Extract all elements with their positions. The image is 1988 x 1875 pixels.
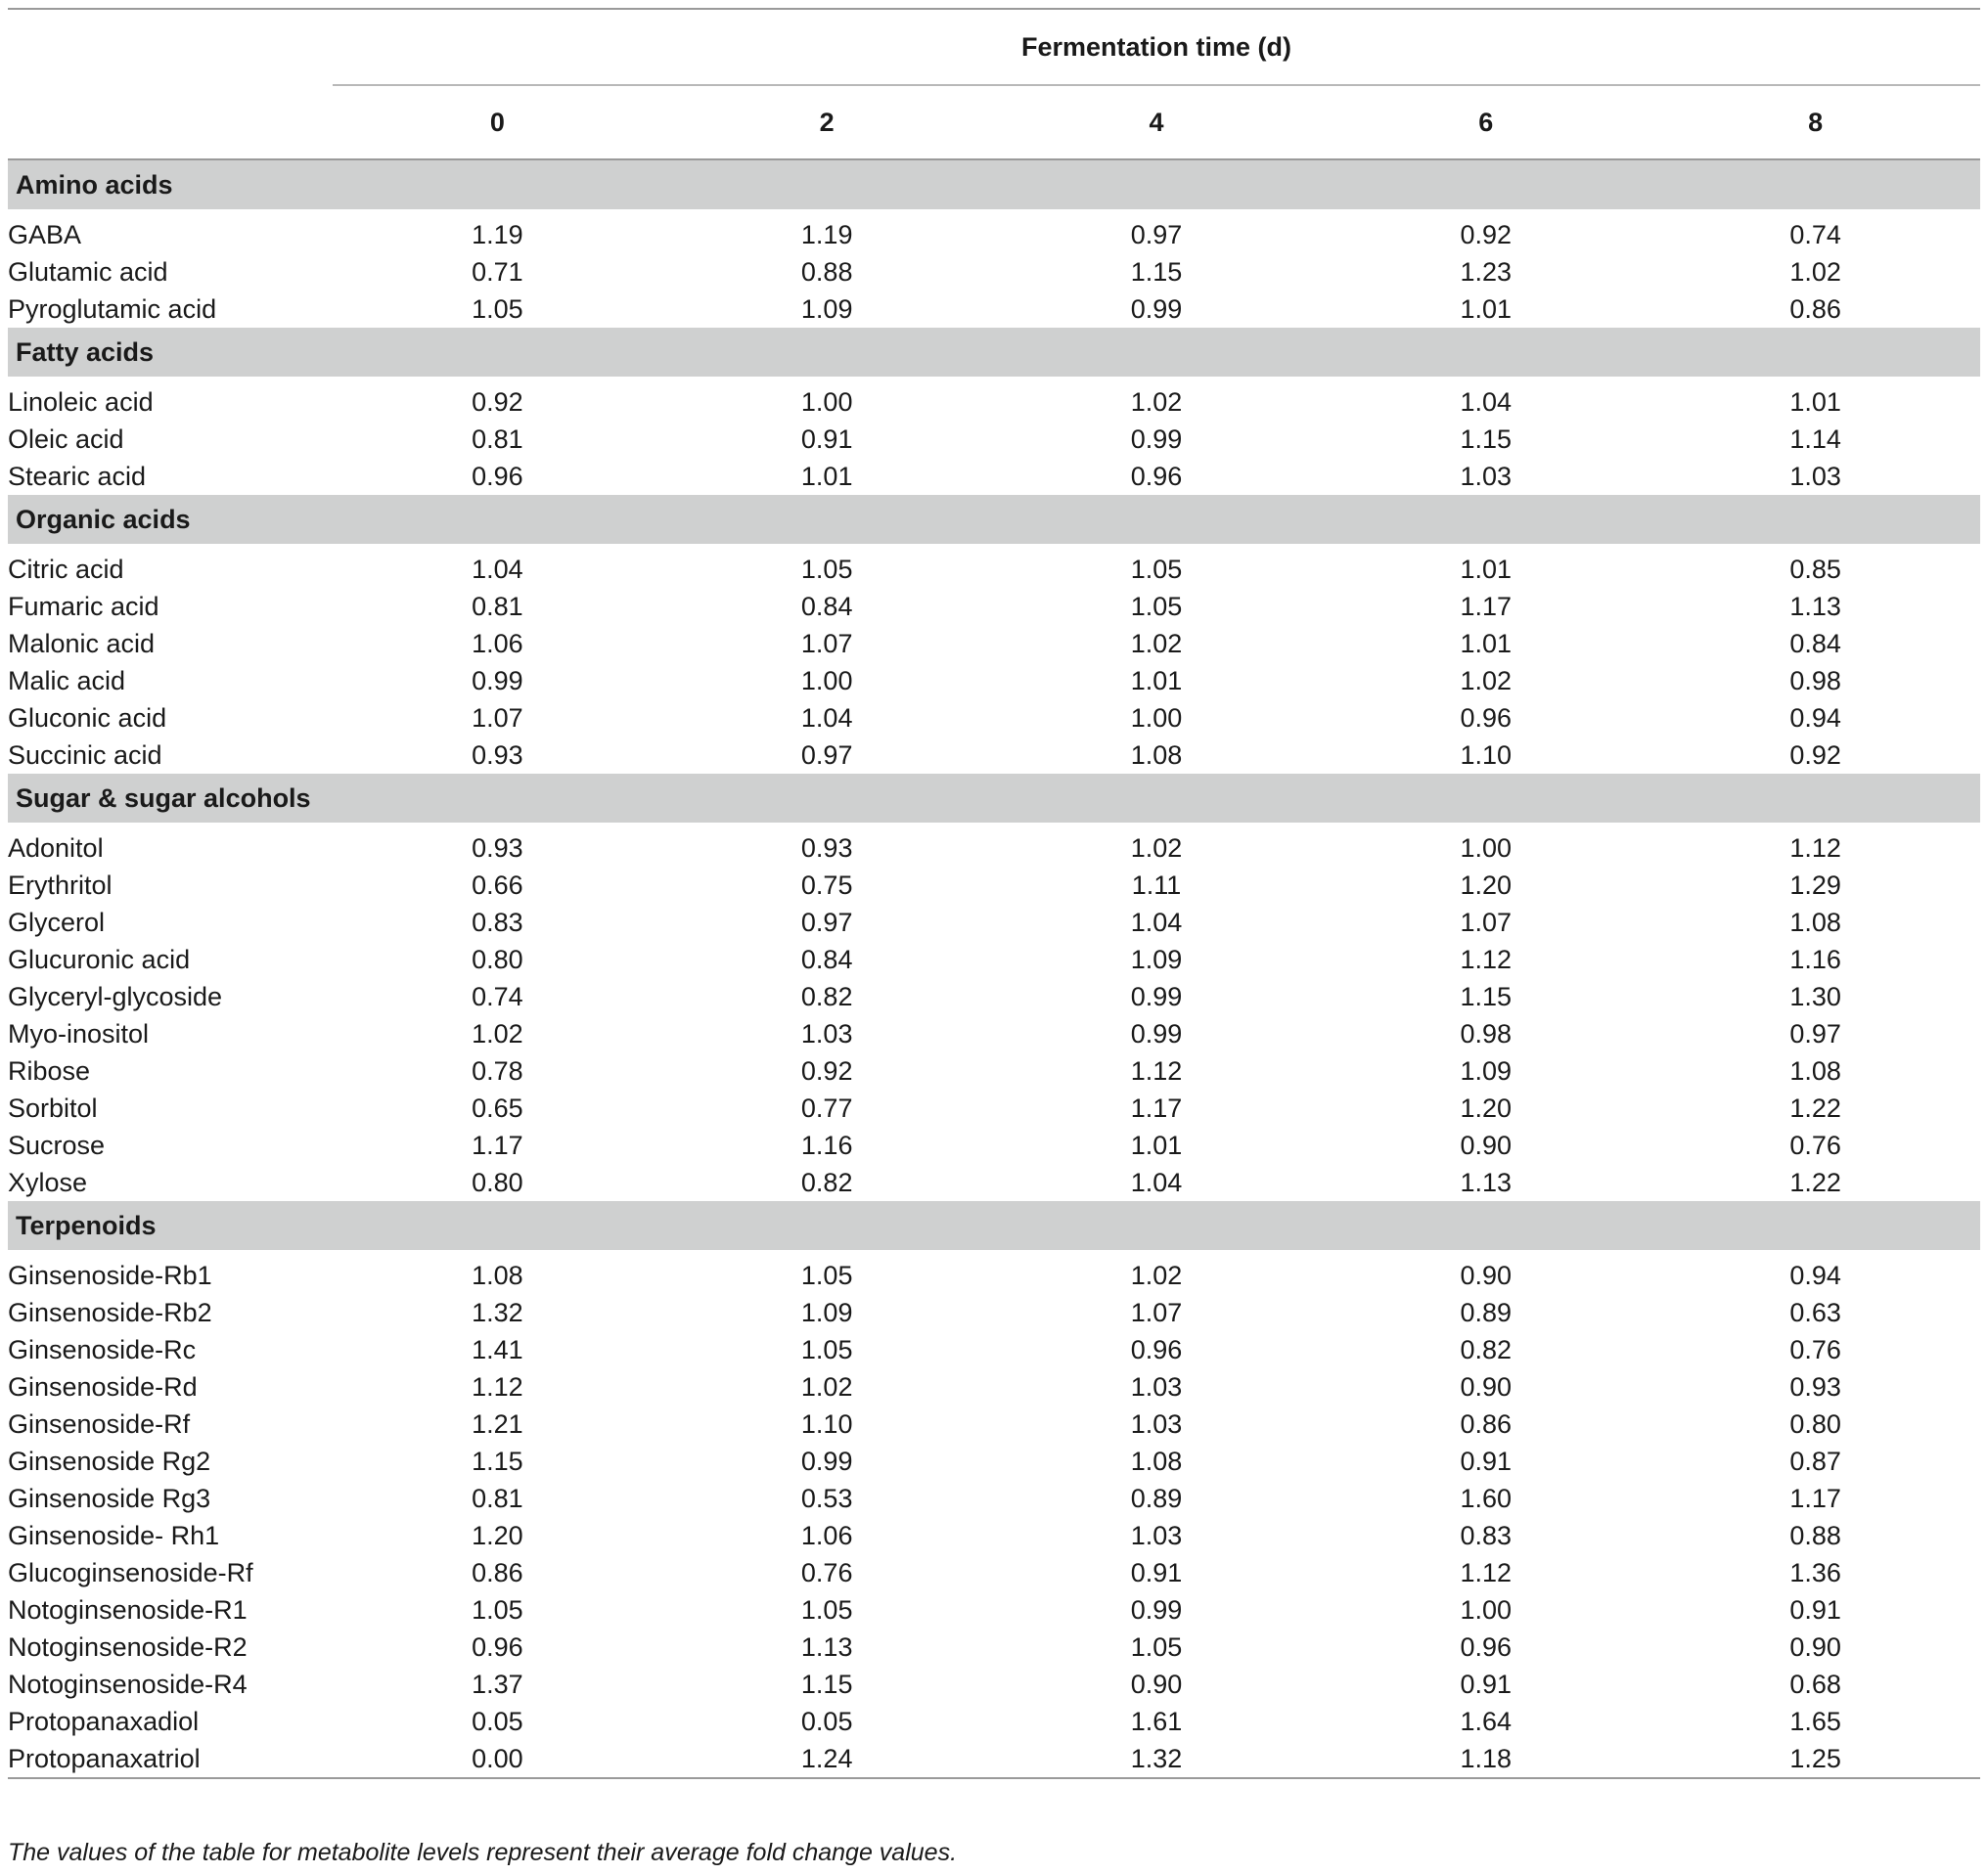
fold-change-cell: 1.65	[1789, 1706, 1841, 1736]
fold-change-cell: 1.15	[1460, 424, 1513, 454]
fold-change-cell: 0.83	[1460, 1520, 1513, 1550]
fold-change-cell: 1.01	[1130, 665, 1183, 695]
fold-change-cell: 0.84	[1789, 628, 1841, 658]
fold-change-cell: 1.20	[1460, 1093, 1513, 1123]
table-row	[8, 1629, 1980, 1666]
table-row	[8, 458, 1980, 495]
fold-change-cell: 0.96	[1130, 461, 1183, 491]
category-label: Organic acids	[8, 495, 1980, 544]
metabolite-name: Myo-inositol	[8, 1018, 150, 1049]
fold-change-cell: 0.77	[800, 1093, 853, 1123]
fold-change-cell: 1.07	[800, 628, 853, 658]
header-days-row	[8, 85, 1980, 159]
fold-change-cell: 1.00	[1460, 1594, 1513, 1625]
fold-change-cell: 0.90	[1460, 1371, 1513, 1402]
fold-change-cell: 0.80	[1789, 1408, 1841, 1439]
fold-change-cell: 1.23	[1460, 256, 1513, 287]
fold-change-cell: 0.82	[800, 981, 853, 1011]
table-row	[8, 829, 1980, 867]
fold-change-cell: 0.83	[472, 907, 523, 937]
fold-change-cell: 1.08	[1130, 739, 1183, 770]
fold-change-cell: 0.97	[800, 907, 853, 937]
fold-change-cell: 1.11	[1131, 870, 1182, 900]
fold-change-cell: 1.41	[472, 1334, 523, 1364]
fold-change-cell: 1.10	[800, 1408, 853, 1439]
fold-change-cell: 1.03	[1789, 461, 1841, 491]
fold-change-cell: 1.15	[1130, 256, 1183, 287]
metabolite-name: Glyceryl-glycoside	[8, 981, 223, 1011]
metabolite-name: Sucrose	[8, 1130, 106, 1160]
fold-change-cell: 1.06	[800, 1520, 853, 1550]
fold-change-cell: 1.05	[472, 293, 523, 324]
metabolite-name: Protopanaxatriol	[8, 1743, 201, 1773]
fold-change-cell: 0.91	[1130, 1557, 1183, 1587]
fold-change-cell: 1.09	[1460, 1055, 1513, 1086]
fold-change-cell: 0.96	[1130, 1334, 1183, 1364]
fold-change-cell: 1.13	[1789, 591, 1841, 621]
fold-change-cell: 0.84	[800, 944, 853, 974]
table-row	[8, 867, 1980, 904]
fold-change-cell: 0.74	[472, 981, 523, 1011]
fold-change-cell: 0.99	[1130, 1018, 1183, 1049]
spacer-row	[8, 377, 1980, 383]
table-row	[8, 1331, 1980, 1368]
spacer-row	[8, 209, 1980, 216]
table-row	[8, 1554, 1980, 1591]
fold-change-cell: 0.99	[1130, 424, 1183, 454]
fold-change-cell: 1.05	[800, 1594, 853, 1625]
table-row	[8, 253, 1980, 290]
fold-change-cell: 1.21	[472, 1408, 523, 1439]
fold-change-cell: 1.09	[800, 293, 853, 324]
fold-change-cell: 0.87	[1789, 1446, 1841, 1476]
fold-change-cell: 0.76	[1789, 1334, 1841, 1364]
fold-change-cell: 1.17	[1460, 591, 1513, 621]
fold-change-cell: 1.05	[800, 554, 853, 584]
metabolite-name: Xylose	[8, 1167, 88, 1197]
metabolite-name: Succinic acid	[8, 739, 162, 770]
fold-change-cell: 1.02	[1130, 386, 1183, 417]
fold-change-cell: 0.94	[1789, 702, 1841, 733]
fold-change-cell: 1.18	[1460, 1743, 1513, 1773]
fold-change-cell: 1.25	[1789, 1743, 1841, 1773]
table-row	[8, 1740, 1980, 1778]
fold-change-cell: 0.75	[800, 870, 853, 900]
table-row	[8, 216, 1980, 253]
fold-change-cell: 1.00	[800, 386, 853, 417]
category-row	[8, 328, 1980, 377]
fold-change-cell: 1.36	[1789, 1557, 1841, 1587]
table-row	[8, 1015, 1980, 1052]
fold-change-cell: 1.02	[1789, 256, 1841, 287]
fold-change-cell: 1.01	[1130, 1130, 1183, 1160]
fold-change-cell: 1.15	[1460, 981, 1513, 1011]
fold-change-cell: 1.00	[800, 665, 853, 695]
fold-change-cell: 0.53	[800, 1483, 853, 1513]
fold-change-cell: 1.02	[1460, 665, 1513, 695]
fold-change-cell: 1.07	[1460, 907, 1513, 937]
fold-change-cell: 1.03	[800, 1018, 853, 1049]
metabolite-name: Adonitol	[8, 832, 104, 863]
fold-change-cell: 1.14	[1789, 424, 1841, 454]
fold-change-cell: 0.86	[1460, 1408, 1513, 1439]
fold-change-cell: 1.24	[800, 1743, 853, 1773]
fold-change-cell: 1.00	[1460, 832, 1513, 863]
fold-change-cell: 1.05	[1130, 591, 1183, 621]
day-header: 8	[1650, 85, 1980, 159]
bottom-rule	[8, 1778, 1980, 1779]
metabolite-name: Ginsenoside-Rc	[8, 1334, 197, 1364]
metabolite-name: Ginsenoside- Rh1	[8, 1520, 220, 1550]
table-row	[8, 1257, 1980, 1294]
metabolite-name: Ginsenoside-Rb1	[8, 1260, 212, 1290]
metabolite-name: Malic acid	[8, 665, 126, 695]
fold-change-cell: 1.05	[800, 1260, 853, 1290]
spacer-row	[8, 1250, 1980, 1257]
fold-change-cell: 1.01	[1789, 386, 1841, 417]
fold-change-cell: 1.05	[1130, 1631, 1183, 1662]
category-label: Terpenoids	[8, 1201, 1980, 1250]
fold-change-cell: 1.01	[800, 461, 853, 491]
fold-change-cell: 1.17	[1789, 1483, 1841, 1513]
fold-change-cell: 1.22	[1789, 1167, 1841, 1197]
fold-change-cell: 1.08	[472, 1260, 523, 1290]
fold-change-cell: 1.30	[1789, 981, 1841, 1011]
fold-change-cell: 0.86	[472, 1557, 523, 1587]
fold-change-cell: 0.84	[800, 591, 853, 621]
fold-change-cell: 1.03	[1460, 461, 1513, 491]
fold-change-cell: 0.99	[472, 665, 523, 695]
fold-change-cell: 1.05	[800, 1334, 853, 1364]
fold-change-cell: 1.12	[1789, 832, 1841, 863]
fold-change-cell: 1.09	[1130, 944, 1183, 974]
table-row	[8, 1517, 1980, 1554]
fold-change-cell: 1.07	[472, 702, 523, 733]
fold-change-cell: 1.12	[1460, 1557, 1513, 1587]
metabolite-table	[8, 8, 1980, 1779]
fold-change-cell: 0.93	[800, 832, 853, 863]
fold-change-cell: 1.03	[1130, 1408, 1183, 1439]
fold-change-cell: 0.76	[1789, 1130, 1841, 1160]
fold-change-cell: 0.78	[472, 1055, 523, 1086]
table-row	[8, 662, 1980, 699]
metabolite-name: Protopanaxadiol	[8, 1706, 200, 1736]
fold-change-cell: 1.12	[1130, 1055, 1183, 1086]
table-row	[8, 699, 1980, 737]
spacer-row	[8, 544, 1980, 551]
metabolite-name: Malonic acid	[8, 628, 156, 658]
fold-change-cell: 1.17	[472, 1130, 523, 1160]
fold-change-cell: 0.82	[1460, 1334, 1513, 1364]
metabolite-name: Glucuronic acid	[8, 944, 191, 974]
fold-change-cell: 1.12	[472, 1371, 523, 1402]
fold-change-cell: 1.60	[1460, 1483, 1513, 1513]
metabolite-name: Ginsenoside Rg3	[8, 1483, 211, 1513]
metabolite-name: Linoleic acid	[8, 386, 154, 417]
day-header: 0	[333, 85, 662, 159]
fold-change-cell: 0.90	[1130, 1669, 1183, 1699]
fold-change-cell: 1.02	[800, 1371, 853, 1402]
fold-change-cell: 1.01	[1460, 628, 1513, 658]
fold-change-cell: 0.88	[800, 256, 853, 287]
fold-change-cell: 1.61	[1130, 1706, 1183, 1736]
table-row	[8, 978, 1980, 1015]
metabolite-name: Ribose	[8, 1055, 91, 1086]
fold-change-cell: 1.07	[1130, 1297, 1183, 1327]
table-row	[8, 1406, 1980, 1443]
metabolite-name: Glutamic acid	[8, 256, 168, 287]
fold-change-cell: 0.94	[1789, 1260, 1841, 1290]
fold-change-cell: 0.96	[1460, 702, 1513, 733]
metabolite-name: Notoginsenoside-R4	[8, 1669, 248, 1699]
table-row	[8, 551, 1980, 588]
fold-change-cell: 1.01	[1460, 293, 1513, 324]
fold-change-cell: 0.99	[1130, 1594, 1183, 1625]
fold-change-cell: 1.04	[1130, 1167, 1183, 1197]
table-row	[8, 904, 1980, 941]
fold-change-cell: 1.04	[1130, 907, 1183, 937]
table-row	[8, 1443, 1980, 1480]
table-row	[8, 1666, 1980, 1703]
table-row	[8, 1591, 1980, 1629]
table-row	[8, 941, 1980, 978]
metabolite-name: Glycerol	[8, 907, 106, 937]
category-label: Amino acids	[8, 159, 1980, 209]
fold-change-cell: 0.98	[1789, 665, 1841, 695]
fold-change-cell: 1.02	[1130, 1260, 1183, 1290]
fold-change-cell: 0.92	[1789, 739, 1841, 770]
table-row	[8, 1052, 1980, 1090]
table-row	[8, 1294, 1980, 1331]
fold-change-cell: 1.32	[472, 1297, 523, 1327]
header-group-row	[8, 10, 1980, 85]
fold-change-cell: 1.20	[472, 1520, 523, 1550]
fold-change-cell: 0.82	[800, 1167, 853, 1197]
fold-change-cell: 0.81	[472, 1483, 523, 1513]
fold-change-cell: 0.93	[472, 832, 523, 863]
fold-change-cell: 1.37	[472, 1669, 523, 1699]
metabolite-name: Citric acid	[8, 554, 124, 584]
metabolite-name: Pyroglutamic acid	[8, 293, 217, 324]
fold-change-cell: 0.99	[800, 1446, 853, 1476]
fold-change-cell: 0.96	[472, 1631, 523, 1662]
metabolite-name: Notoginsenoside-R1	[8, 1594, 248, 1625]
fold-change-cell: 1.19	[472, 219, 523, 249]
fold-change-cell: 0.85	[1789, 554, 1841, 584]
fold-change-cell: 1.13	[800, 1631, 853, 1662]
table-row	[8, 588, 1980, 625]
fold-change-cell: 0.97	[1789, 1018, 1841, 1049]
fold-change-cell: 1.04	[800, 702, 853, 733]
spacer-row	[8, 823, 1980, 829]
metabolite-name: Stearic acid	[8, 461, 147, 491]
metabolite-name: Oleic acid	[8, 424, 124, 454]
table-body	[8, 9, 1980, 1779]
fold-change-cell: 0.66	[472, 870, 523, 900]
fold-change-cell: 0.91	[1460, 1446, 1513, 1476]
fold-change-cell: 0.92	[1460, 219, 1513, 249]
table-row	[8, 1703, 1980, 1740]
fold-change-cell: 0.92	[472, 386, 523, 417]
metabolite-name: Ginsenoside-Rb2	[8, 1297, 212, 1327]
fold-change-cell: 1.29	[1789, 870, 1841, 900]
fold-change-cell: 0.80	[472, 1167, 523, 1197]
fold-change-cell: 0.81	[472, 424, 523, 454]
fold-change-cell: 0.96	[472, 461, 523, 491]
fold-change-cell: 0.91	[1460, 1669, 1513, 1699]
fold-change-cell: 0.65	[472, 1093, 523, 1123]
table-row	[8, 1480, 1980, 1517]
fold-change-cell: 1.03	[1130, 1520, 1183, 1550]
fold-change-cell: 1.01	[1460, 554, 1513, 584]
fold-change-cell: 0.97	[800, 739, 853, 770]
fold-change-cell: 0.63	[1789, 1297, 1841, 1327]
day-header: 4	[992, 85, 1322, 159]
category-row	[8, 1201, 1980, 1250]
table-row	[8, 421, 1980, 458]
table-row	[8, 383, 1980, 421]
fold-change-cell: 0.99	[1130, 293, 1183, 324]
table-row	[8, 1164, 1980, 1201]
fold-change-cell: 1.05	[472, 1594, 523, 1625]
fold-change-cell: 0.05	[472, 1706, 523, 1736]
fold-change-cell: 1.16	[1789, 944, 1841, 974]
fold-change-cell: 1.10	[1460, 739, 1513, 770]
metabolite-name: Ginsenoside-Rd	[8, 1371, 198, 1402]
fold-change-cell: 1.32	[1130, 1743, 1183, 1773]
metabolite-name: Gluconic acid	[8, 702, 167, 733]
table-row	[8, 1368, 1980, 1406]
fold-change-cell: 1.05	[1130, 554, 1183, 584]
fold-change-cell: 1.08	[1130, 1446, 1183, 1476]
fold-change-cell: 0.90	[1460, 1130, 1513, 1160]
fold-change-cell: 0.86	[1789, 293, 1841, 324]
fold-change-cell: 0.91	[1789, 1594, 1841, 1625]
fold-change-cell: 1.15	[800, 1669, 853, 1699]
fold-change-cell: 0.74	[1789, 219, 1841, 249]
fold-change-cell: 1.15	[472, 1446, 523, 1476]
fold-change-cell: 1.09	[800, 1297, 853, 1327]
fold-change-cell: 0.92	[800, 1055, 853, 1086]
table-row	[8, 290, 1980, 328]
fold-change-cell: 0.00	[472, 1743, 523, 1773]
fold-change-cell: 0.91	[800, 424, 853, 454]
table-row	[8, 1127, 1980, 1164]
metabolite-name: Ginsenoside Rg2	[8, 1446, 211, 1476]
fold-change-cell: 0.96	[1460, 1631, 1513, 1662]
table-row	[8, 1090, 1980, 1127]
metabolite-name: Fumaric acid	[8, 591, 159, 621]
fold-change-cell: 1.02	[1130, 628, 1183, 658]
fold-change-cell: 1.16	[800, 1130, 853, 1160]
metabolite-name: Ginsenoside-Rf	[8, 1408, 191, 1439]
table-row	[8, 625, 1980, 662]
fold-change-cell: 0.81	[472, 591, 523, 621]
fold-change-cell: 0.71	[472, 256, 523, 287]
fold-change-cell: 1.02	[1130, 832, 1183, 863]
fold-change-cell: 0.80	[472, 944, 523, 974]
fold-change-cell: 0.90	[1460, 1260, 1513, 1290]
fold-change-cell: 1.00	[1130, 702, 1183, 733]
table-row	[8, 737, 1980, 774]
fold-change-cell: 1.17	[1130, 1093, 1183, 1123]
metabolite-name: Sorbitol	[8, 1093, 98, 1123]
fold-change-cell: 0.05	[800, 1706, 853, 1736]
fold-change-cell: 0.99	[1130, 981, 1183, 1011]
fold-change-cell: 1.04	[1460, 386, 1513, 417]
category-row	[8, 774, 1980, 823]
fold-change-cell: 0.98	[1460, 1018, 1513, 1049]
category-label: Fatty acids	[8, 328, 1980, 377]
fold-change-cell: 0.93	[1789, 1371, 1841, 1402]
table-footnote: The values of the table for metabolite levels represent their average fold change values.	[8, 1839, 958, 1866]
fold-change-cell: 0.90	[1789, 1631, 1841, 1662]
fold-change-cell: 0.97	[1130, 219, 1183, 249]
fold-change-cell: 0.68	[1789, 1669, 1841, 1699]
fold-change-cell: 1.22	[1789, 1093, 1841, 1123]
metabolite-name: GABA	[8, 219, 82, 249]
fold-change-cell: 0.76	[800, 1557, 853, 1587]
fold-change-cell: 1.08	[1789, 1055, 1841, 1086]
fold-change-cell: 0.89	[1130, 1483, 1183, 1513]
fold-change-cell: 1.19	[800, 219, 853, 249]
metabolite-name: Glucoginsenoside-Rf	[8, 1557, 253, 1587]
fold-change-cell: 1.04	[472, 554, 523, 584]
fermentation-time-header: Fermentation time (d)	[333, 10, 1980, 85]
category-row	[8, 495, 1980, 544]
fold-change-cell: 1.08	[1789, 907, 1841, 937]
fold-change-cell: 1.02	[472, 1018, 523, 1049]
fold-change-cell: 1.64	[1460, 1706, 1513, 1736]
metabolite-name: Erythritol	[8, 870, 113, 900]
fold-change-cell: 0.89	[1460, 1297, 1513, 1327]
metabolite-name: Notoginsenoside-R2	[8, 1631, 248, 1662]
fold-change-cell: 1.20	[1460, 870, 1513, 900]
category-row	[8, 159, 1980, 209]
day-header: 2	[662, 85, 992, 159]
fold-change-cell: 1.03	[1130, 1371, 1183, 1402]
fold-change-cell: 0.93	[472, 739, 523, 770]
day-header: 6	[1321, 85, 1650, 159]
category-label: Sugar & sugar alcohols	[8, 774, 1980, 823]
fold-change-cell: 1.06	[472, 628, 523, 658]
fold-change-cell: 0.88	[1789, 1520, 1841, 1550]
fold-change-cell: 1.13	[1460, 1167, 1513, 1197]
fold-change-cell: 1.12	[1460, 944, 1513, 974]
